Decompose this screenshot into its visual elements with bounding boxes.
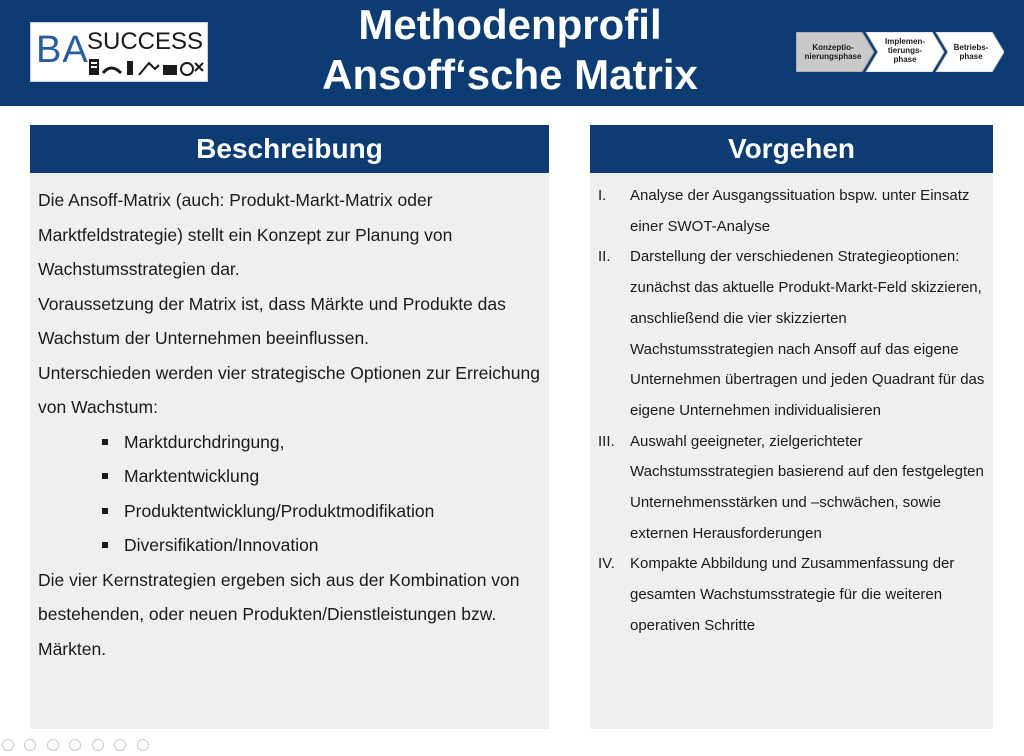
bullet-square-icon: [102, 439, 108, 445]
beschreibung-paragraph-3: Unterschieden werden vier strategische Optionen zur Erreichung von Wachstum:: [38, 362, 540, 417]
bullet-square-icon: [102, 473, 108, 479]
beschreibung-paragraph-2: Voraussetzung der Matrix ist, dass Märkte und Produkte das Wachstum der Unternehmen beeinflussen.: [38, 293, 506, 348]
bullet-square-icon: [102, 542, 108, 548]
list-item: [38, 528, 541, 563]
slide-nav-controls: [2, 738, 155, 754]
page-title-line1: Methodenprofil: [358, 1, 662, 48]
list-item: [38, 459, 541, 494]
vorgehen-steps: [590, 173, 993, 642]
bullet-square-icon: [102, 508, 108, 514]
vorgehen-heading: Vorgehen: [590, 125, 993, 173]
phase-indicator: [796, 32, 1004, 72]
pen-icon[interactable]: [47, 739, 59, 751]
step-text: Auswahl geeigneter, zielgerichteter Wachstumsstrategien basierend auf den festgelegten Unternehmensstärken und –schwächen, sowie externen Herausforderungen: [630, 432, 984, 542]
subtitle-icon[interactable]: [114, 739, 126, 751]
list-item: [596, 549, 987, 641]
vorgehen-panel: [590, 173, 993, 729]
prev-slide-icon[interactable]: [2, 739, 14, 751]
page-title: [230, 0, 790, 100]
beschreibung-heading: Beschreibung: [30, 125, 549, 173]
header-bar: [0, 0, 1024, 106]
zoom-icon[interactable]: [92, 739, 104, 751]
list-item: [596, 427, 987, 550]
phase-betrieb: Betriebs- phase: [953, 43, 989, 61]
step-text: Analyse der Ausgangssituation bspw. unter Einsatz einer SWOT-Analyse: [630, 187, 970, 235]
list-item: [38, 425, 541, 460]
list-item: [596, 181, 987, 242]
list-item-text: Marktentwicklung: [124, 466, 260, 486]
logo-success-text: SUCCESS: [87, 28, 204, 55]
strategy-options-list: [38, 425, 541, 563]
list-item: [596, 242, 987, 426]
beschreibung-text: [30, 173, 549, 666]
step-number: IV.: [598, 555, 615, 573]
ba-success-logo: [30, 22, 208, 82]
next-slide-icon[interactable]: [24, 739, 36, 751]
logo-pictogram-icon: [87, 55, 205, 79]
phase-implementierung: Implemen- tierungs- phase: [884, 37, 925, 64]
beschreibung-panel: [30, 173, 549, 729]
logo-ba-text: BA: [36, 29, 89, 71]
step-number: III.: [598, 432, 615, 450]
beschreibung-closing: Die vier Kernstrategien ergeben sich aus der Kombination von bestehenden, oder neuen Produkten/Dienstleistungen bzw. Märkten.: [38, 569, 520, 659]
list-item-text: Marktdurchdringung,: [124, 431, 285, 452]
more-options-icon[interactable]: [137, 739, 149, 751]
list-item: [38, 494, 541, 529]
step-number: I.: [598, 187, 607, 204]
step-text: Kompakte Abbildung und Zusammenfassung der gesamten Wachstumsstrategie für die weiteren operativen Schritte: [630, 555, 955, 634]
step-text: Darstellung der verschiedenen Strategieoptionen: zunächst das aktuelle Produkt-Markt-Feld skizzieren, anschließend die vier skizzierten Wachstumsstrategien nach Ansoff auf das eigene Unternehmen übertragen und jeden Quadrant für das eigene Unternehmen individualisieren: [630, 248, 985, 419]
page-title-line2: Ansoff‘sche Matrix: [322, 51, 698, 98]
slides-icon[interactable]: [69, 739, 81, 751]
step-number: II.: [598, 248, 611, 266]
beschreibung-paragraph-1: Die Ansoff-Matrix (auch: Produkt-Markt-Matrix oder Marktfeldstrategie) stellt ein Konzept zur Planung von Wachstumsstrategien dar.: [38, 190, 453, 279]
list-item-text: Diversifikation/Innovation: [124, 535, 319, 555]
list-item-text: Produktentwicklung/Produktmodifikation: [124, 500, 435, 521]
phase-konzeption: Konzeptio- nierungsphase: [804, 43, 862, 61]
